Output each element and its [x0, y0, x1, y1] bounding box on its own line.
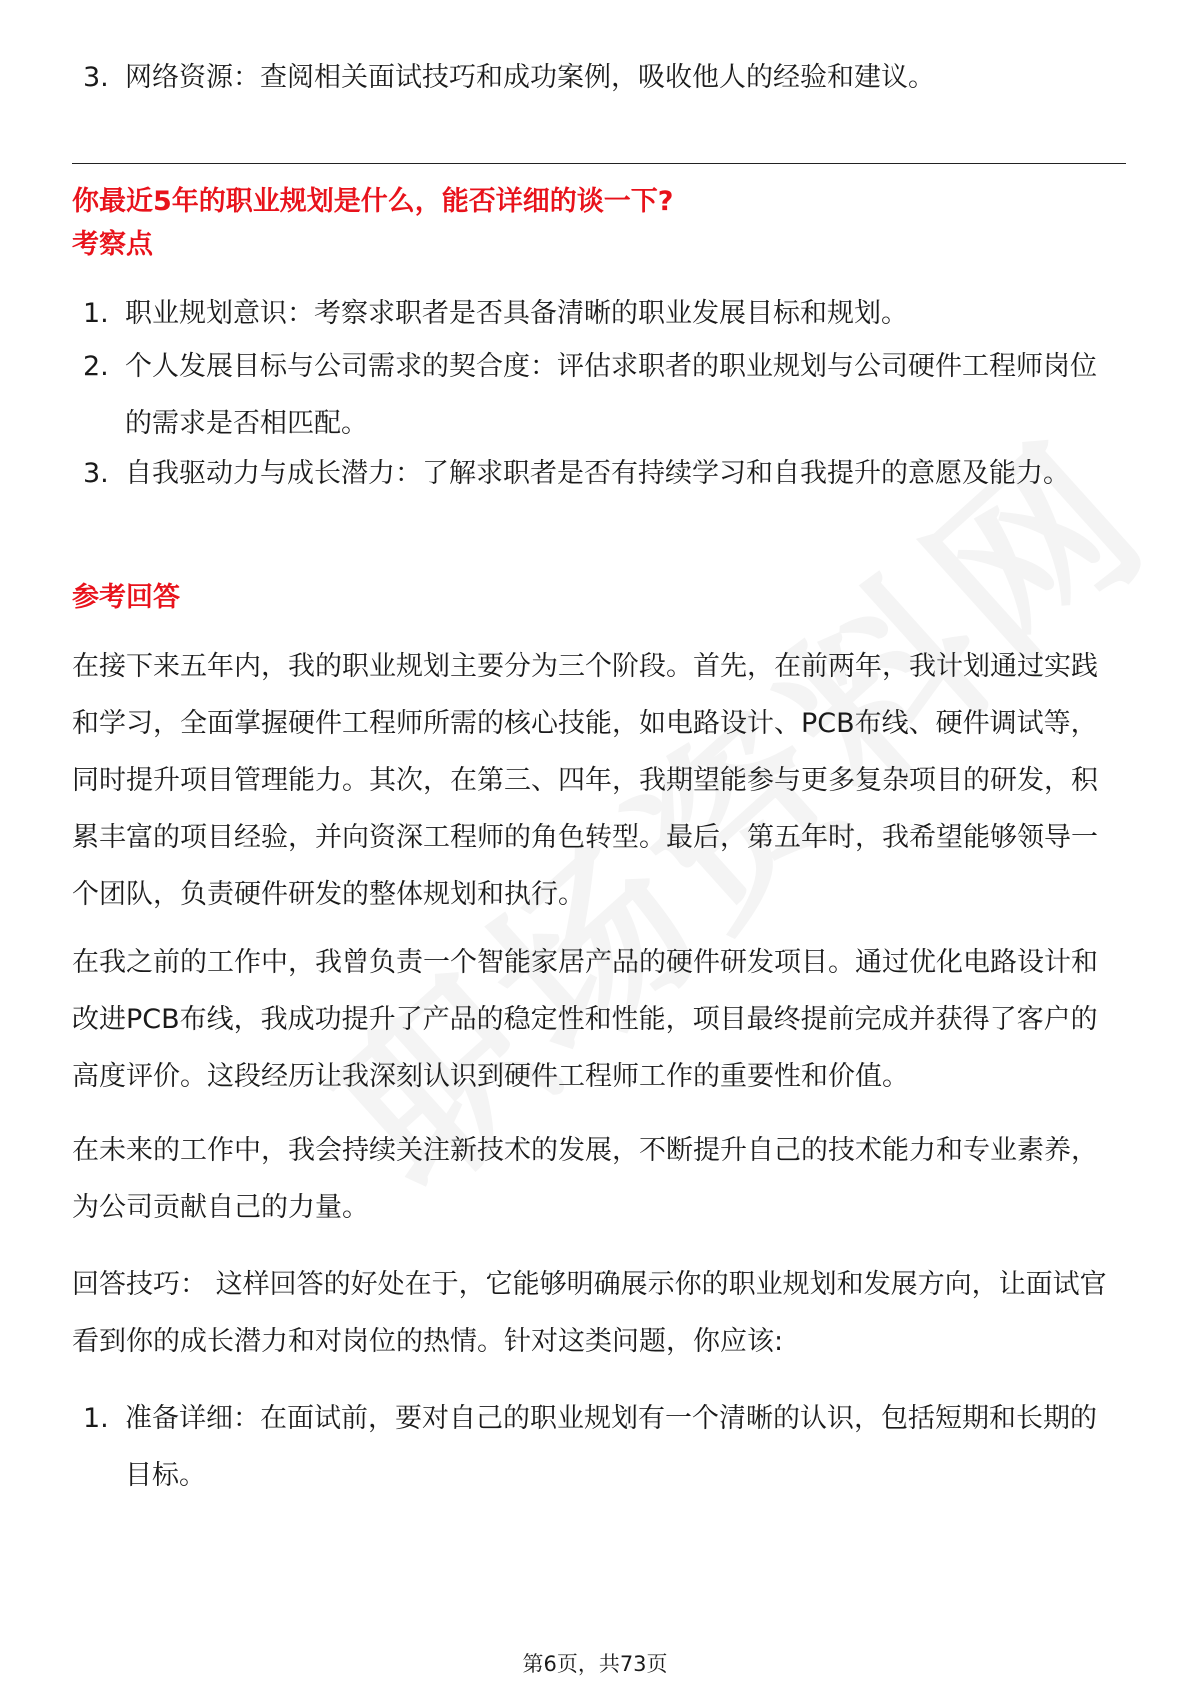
answer-heading: 参考回答 [72, 582, 180, 613]
list-number: 3. [83, 62, 109, 93]
page-footer: 第6页，共73页 [522, 1652, 668, 1676]
list-text: 职业规划意识：考察求职者是否具备清晰的职业发展目标和规划。 [125, 298, 908, 329]
question-title: 你最近5年的职业规划是什么，能否详细的谈一下? [72, 186, 674, 217]
divider [72, 163, 1126, 164]
list-number: 3. [83, 458, 109, 489]
answer-paragraph: 在未来的工作中，我会持续关注新技术的发展，不断提升自己的技术能力和专业素养，为公司贡献自己的力量。 [72, 1135, 1098, 1223]
list-text: 准备详细：在面试前，要对自己的职业规划有一个清晰的认识，包括短期和长期的目标。 [125, 1403, 1097, 1491]
list-text: 自我驱动力与成长潜力：了解求职者是否有持续学习和自我提升的意愿及能力。 [125, 458, 1070, 489]
exam-points-heading: 考察点 [72, 229, 153, 260]
answer-paragraph: 在我之前的工作中，我曾负责一个智能家居产品的硬件研发项目。通过优化电路设计和改进PCB布线，我成功提升了产品的稳定性和性能，项目最终提前完成并获得了客户的高度评价。这段经历让我深刻认识到硬件工程师工作的重要性和价值。 [72, 947, 1098, 1092]
answer-tips-paragraph: 回答技巧： 这样回答的好处在于，它能够明确展示你的职业规划和发展方向，让面试官看到你的成长潜力和对岗位的热情。针对这类问题，你应该: [72, 1269, 1107, 1357]
list-item [83, 49, 1123, 106]
list-item [83, 338, 1123, 452]
list-item [83, 285, 1123, 342]
list-item [83, 445, 1123, 502]
list-text: 网络资源：查阅相关面试技巧和成功案例，吸收他人的经验和建议。 [125, 62, 935, 93]
list-text: 个人发展目标与公司需求的契合度：评估求职者的职业规划与公司硬件工程师岗位的需求是否相匹配。 [125, 351, 1097, 439]
answer-paragraph: 在接下来五年内，我的职业规划主要分为三个阶段。首先，在前两年，我计划通过实践和学习，全面掌握硬件工程师所需的核心技能，如电路设计、PCB布线、硬件调试等，同时提升项目管理能力。其次，在第三、四年，我期望能参与更多复杂项目的研发，积累丰富的项目经验，并向资深工程师的角色转型。最后，第五年时，我希望能够领导一个团队，负责硬件研发的整体规划和执行。 [72, 651, 1098, 910]
list-number: 2. [83, 351, 109, 382]
list-number: 1. [83, 298, 109, 329]
list-item [83, 1390, 1123, 1504]
list-number: 1. [83, 1403, 109, 1434]
